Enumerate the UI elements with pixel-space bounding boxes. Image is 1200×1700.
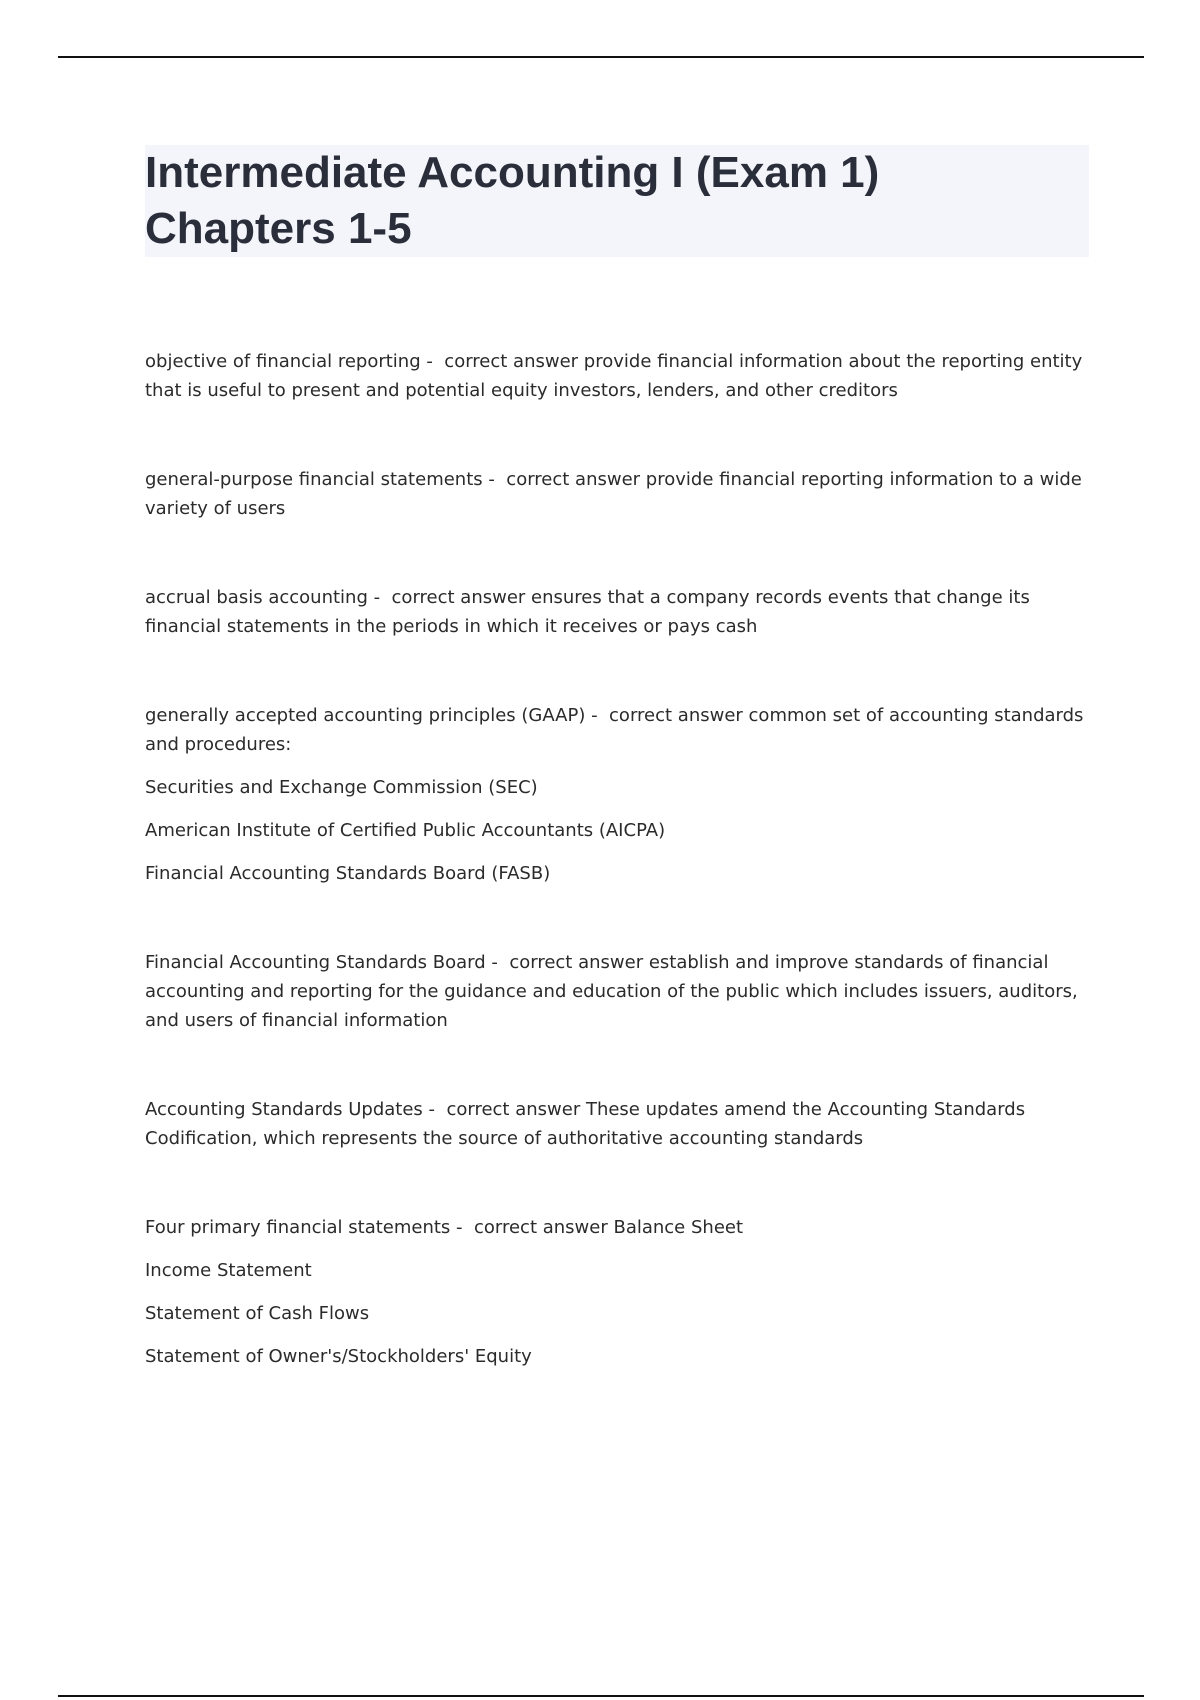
qa-list-item: American Institute of Certified Public Accountants (AICPA) bbox=[145, 820, 666, 841]
qa-list-item: Securities and Exchange Commission (SEC) bbox=[145, 777, 538, 798]
qa-line bbox=[145, 583, 1090, 612]
qa-answer-continued: financial statements in the periods in which it receives or pays cash bbox=[145, 616, 758, 637]
qa-answer: Balance Sheet bbox=[613, 1217, 744, 1238]
flashcard-list bbox=[145, 347, 1090, 1431]
qa-answer-continued: that is useful to present and potential equity investors, lenders, and other creditors bbox=[145, 380, 898, 401]
qa-answer: establish and improve standards of financial bbox=[648, 952, 1049, 973]
document-title-line-2: Chapters 1-5 bbox=[145, 204, 412, 253]
qa-term: generally accepted accounting principles (GAAP) bbox=[145, 705, 586, 726]
qa-list-item: Income Statement bbox=[145, 1260, 312, 1281]
qa-term: Accounting Standards Updates bbox=[145, 1099, 423, 1120]
title-block bbox=[145, 145, 1089, 257]
qa-separator: - correct answer bbox=[420, 351, 584, 372]
qa-entry bbox=[145, 1095, 1090, 1153]
qa-separator: - correct answer bbox=[367, 587, 532, 608]
qa-term: objective of financial reporting bbox=[145, 351, 421, 372]
qa-entry bbox=[145, 583, 1090, 641]
document-title-line-1: Intermediate Accounting I (Exam 1) bbox=[145, 148, 880, 197]
qa-answer: common set of accounting standards bbox=[748, 705, 1084, 726]
bottom-rule bbox=[58, 1695, 1144, 1697]
qa-answer-continued: and users of financial information bbox=[145, 1010, 448, 1031]
qa-answer-continued: Codification, which represents the source of authoritative accounting standards bbox=[145, 1128, 864, 1149]
qa-answer-continued: variety of users bbox=[145, 498, 286, 519]
qa-entry bbox=[145, 347, 1090, 405]
qa-answer: These updates amend the Accounting Standards bbox=[585, 1099, 1026, 1120]
qa-entry bbox=[145, 465, 1090, 523]
qa-line bbox=[145, 1095, 1090, 1124]
qa-separator: - correct answer bbox=[585, 705, 749, 726]
qa-line bbox=[145, 701, 1090, 730]
qa-line bbox=[145, 948, 1090, 977]
qa-list-item: Financial Accounting Standards Board (FASB) bbox=[145, 863, 551, 884]
qa-entry bbox=[145, 948, 1090, 1035]
qa-line bbox=[145, 347, 1090, 376]
qa-term: Four primary financial statements bbox=[145, 1217, 451, 1238]
qa-separator: - correct answer bbox=[450, 1217, 614, 1238]
qa-answer: provide financial information about the reporting entity bbox=[583, 351, 1083, 372]
top-rule bbox=[58, 56, 1144, 58]
qa-entry bbox=[145, 1213, 1090, 1371]
qa-line bbox=[145, 1213, 1090, 1242]
qa-entry bbox=[145, 701, 1090, 888]
qa-answer: ensures that a company records events that change its bbox=[531, 587, 1030, 608]
qa-list-item: Statement of Owner's/Stockholders' Equity bbox=[145, 1346, 532, 1367]
qa-answer: provide financial reporting information to a wide bbox=[645, 469, 1082, 490]
qa-answer-continued: accounting and reporting for the guidance and education of the public which includes issuers, auditors, bbox=[145, 981, 1078, 1002]
qa-separator: - correct answer bbox=[482, 469, 646, 490]
qa-line bbox=[145, 465, 1090, 494]
qa-answer-continued: and procedures: bbox=[145, 734, 292, 755]
qa-separator: - correct answer bbox=[422, 1099, 586, 1120]
qa-separator: - correct answer bbox=[485, 952, 649, 973]
qa-list-item: Statement of Cash Flows bbox=[145, 1303, 370, 1324]
qa-term: accrual basis accounting bbox=[145, 587, 368, 608]
qa-term: general-purpose financial statements bbox=[145, 469, 483, 490]
qa-term: Financial Accounting Standards Board bbox=[145, 952, 486, 973]
